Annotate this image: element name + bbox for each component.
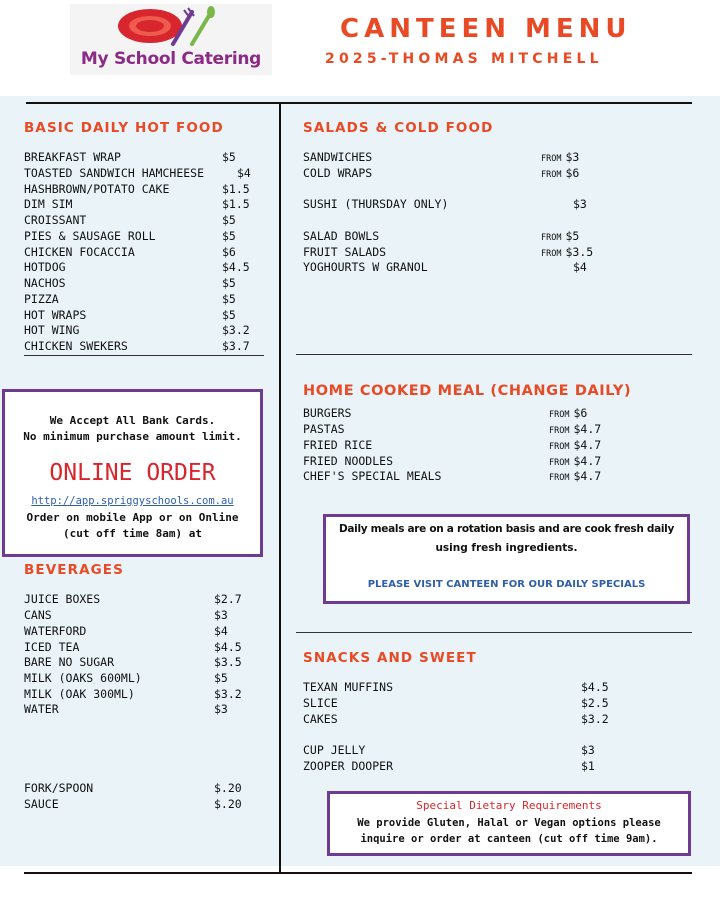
bottom-divider xyxy=(24,872,692,874)
item-price: $4 xyxy=(214,624,228,638)
price-prefix: FROM xyxy=(549,442,570,452)
page-subtitle: 2025-THOMAS MITCHELL xyxy=(325,51,603,67)
salads-divider xyxy=(296,354,692,355)
item-price: $.20 xyxy=(214,797,242,811)
item-price: $3 xyxy=(581,743,595,757)
item-name: SAUCE xyxy=(24,797,59,811)
minimum-purchase-text: No minimum purchase amount limit. xyxy=(23,430,242,443)
page-title: CANTEEN MENU xyxy=(340,14,632,44)
item-name: BREAKFAST WRAP xyxy=(24,150,121,164)
item-price: $4.7 xyxy=(573,422,602,436)
home-cooked-divider xyxy=(296,632,692,633)
item-name: WATER xyxy=(24,702,59,716)
dietary-line1: We provide Gluten, Halal or Vegan options please xyxy=(357,817,661,829)
item-price: $5 xyxy=(222,276,236,290)
item-price: $2.7 xyxy=(214,592,242,606)
section-title-snacks: SNACKS AND SWEET xyxy=(303,650,477,666)
item-price: $3.2 xyxy=(214,687,242,701)
price-prefix: FROM xyxy=(549,426,570,436)
item-name: CHEF'S SPECIAL MEALS xyxy=(303,469,442,483)
item-name: PIZZA xyxy=(24,292,59,306)
item-price: $3 xyxy=(573,197,587,211)
item-name: FRIED RICE xyxy=(303,438,373,452)
item-price: $5 xyxy=(222,213,236,227)
item-name: MILK (OAKS 600ML) xyxy=(24,671,142,685)
hot-food-underline xyxy=(24,355,264,356)
item-name: FORK/SPOON xyxy=(24,781,94,795)
item-price: $3.2 xyxy=(222,323,250,337)
logo-text: My School Catering xyxy=(80,49,262,69)
item-price: $6 xyxy=(565,166,580,180)
dietary-title: Special Dietary Requirements xyxy=(416,799,602,812)
item-name: CHICKEN SWEKERS xyxy=(24,339,128,353)
item-name: CROISSANT xyxy=(24,213,87,227)
price-prefix: FROM xyxy=(541,154,562,164)
item-price: $5 xyxy=(565,229,580,243)
item-price: $1.5 xyxy=(222,197,250,211)
item-name: DIM SIM xyxy=(24,197,73,211)
item-name: HOT WRAPS xyxy=(24,308,87,322)
item-price: $4.7 xyxy=(573,469,602,483)
item-price: $5 xyxy=(214,671,228,685)
item-name: ZOOPER DOOPER xyxy=(303,759,394,773)
item-price: $5 xyxy=(222,308,236,322)
item-name: CUP JELLY xyxy=(303,743,366,757)
item-name: TOASTED SANDWICH HAMCHEESE xyxy=(24,166,205,180)
item-name: NACHOS xyxy=(24,276,66,290)
item-price: $5 xyxy=(222,292,236,306)
ordering-link[interactable]: http://app.spriggyschools.com.au xyxy=(31,495,234,507)
item-name: BURGERS xyxy=(303,406,352,420)
item-price: $4 xyxy=(573,260,587,274)
item-name: YOGHOURTS W GRANOL xyxy=(303,260,428,274)
price-prefix: FROM xyxy=(541,233,562,243)
item-price: $3 xyxy=(565,150,580,164)
item-price: $4.7 xyxy=(573,454,602,468)
item-price: $3.5 xyxy=(214,655,242,669)
item-name: CHICKEN FOCACCIA xyxy=(24,245,135,259)
item-name: COLD WRAPS xyxy=(303,166,373,180)
price-prefix: FROM xyxy=(541,249,562,259)
daily-meals-box xyxy=(323,514,690,604)
item-name: CAKES xyxy=(303,712,338,726)
item-price: $1 xyxy=(581,759,595,773)
item-name: ICED TEA xyxy=(24,640,80,654)
item-name: WATERFORD xyxy=(24,624,87,638)
item-price: $3.5 xyxy=(565,245,594,259)
item-price: $4 xyxy=(237,166,251,180)
item-price: $5 xyxy=(222,229,236,243)
item-price: $4.7 xyxy=(573,438,602,452)
dietary-line2: inquire or order at canteen (cut off time 9am). xyxy=(360,833,658,845)
cutoff-text: (cut off time 8am) at xyxy=(62,527,203,540)
section-title-home-cooked: HOME COOKED MEAL (CHANGE DAILY) xyxy=(303,383,632,399)
item-price: $3 xyxy=(214,608,228,622)
item-name: BARE NO SUGAR xyxy=(24,655,115,669)
item-name: CANS xyxy=(24,608,52,622)
top-divider xyxy=(26,102,692,104)
item-price: $2.5 xyxy=(581,696,609,710)
item-name: SLICE xyxy=(303,696,338,710)
dietary-requirements-box xyxy=(327,791,691,856)
daily-meals-line2: using fresh ingredients. xyxy=(435,542,578,554)
item-name: HOT WING xyxy=(24,323,80,337)
item-name: HASHBROWN/POTATO CAKE xyxy=(24,182,170,196)
item-price: $3 xyxy=(214,702,228,716)
bank-cards-text: We Accept All Bank Cards. xyxy=(49,414,216,427)
item-price: $6 xyxy=(222,245,236,259)
section-title-salads: SALADS & COLD FOOD xyxy=(303,120,494,136)
item-name: SUSHI (THURSDAY ONLY) xyxy=(303,197,449,211)
price-prefix: FROM xyxy=(549,410,570,420)
item-price: $5 xyxy=(222,150,236,164)
section-title-hot-food: BASIC DAILY HOT FOOD xyxy=(24,120,224,136)
item-name: FRIED NOODLES xyxy=(303,454,394,468)
section-title-beverages: BEVERAGES xyxy=(24,562,124,578)
plate-cutlery-icon xyxy=(70,4,272,54)
price-prefix: FROM xyxy=(549,458,570,468)
item-name: TEXAN MUFFINS xyxy=(303,680,394,694)
daily-specials-notice: PLEASE VISIT CANTEEN FOR OUR DAILY SPECIALS xyxy=(367,579,646,590)
item-name: PASTAS xyxy=(303,422,345,436)
daily-meals-line1: Daily meals are on a rotation basis and are cook fresh daily xyxy=(338,523,675,535)
price-prefix: FROM xyxy=(541,170,562,180)
item-price: $4.5 xyxy=(222,260,250,274)
item-name: PIES & SAUSAGE ROLL xyxy=(24,229,156,243)
item-price: $6 xyxy=(573,406,588,420)
item-price: $.20 xyxy=(214,781,242,795)
order-method-text: Order on mobile App or on Online xyxy=(26,511,239,524)
logo xyxy=(70,4,272,75)
item-price: $3.7 xyxy=(222,339,250,353)
item-name: FRUIT SALADS xyxy=(303,245,387,259)
item-name: SALAD BOWLS xyxy=(303,229,380,243)
item-price: $1.5 xyxy=(222,182,250,196)
item-price: $4.5 xyxy=(581,680,609,694)
item-name: SANDWICHES xyxy=(303,150,373,164)
price-prefix: FROM xyxy=(549,473,570,483)
item-name: HOTDOG xyxy=(24,260,66,274)
center-divider xyxy=(279,102,281,872)
online-order-heading: ONLINE ORDER xyxy=(49,460,216,486)
item-price: $4.5 xyxy=(214,640,242,654)
item-name: MILK (OAK 300ML) xyxy=(24,687,135,701)
item-price: $3.2 xyxy=(581,712,609,726)
payment-info-box xyxy=(2,389,263,557)
item-name: JUICE BOXES xyxy=(24,592,101,606)
